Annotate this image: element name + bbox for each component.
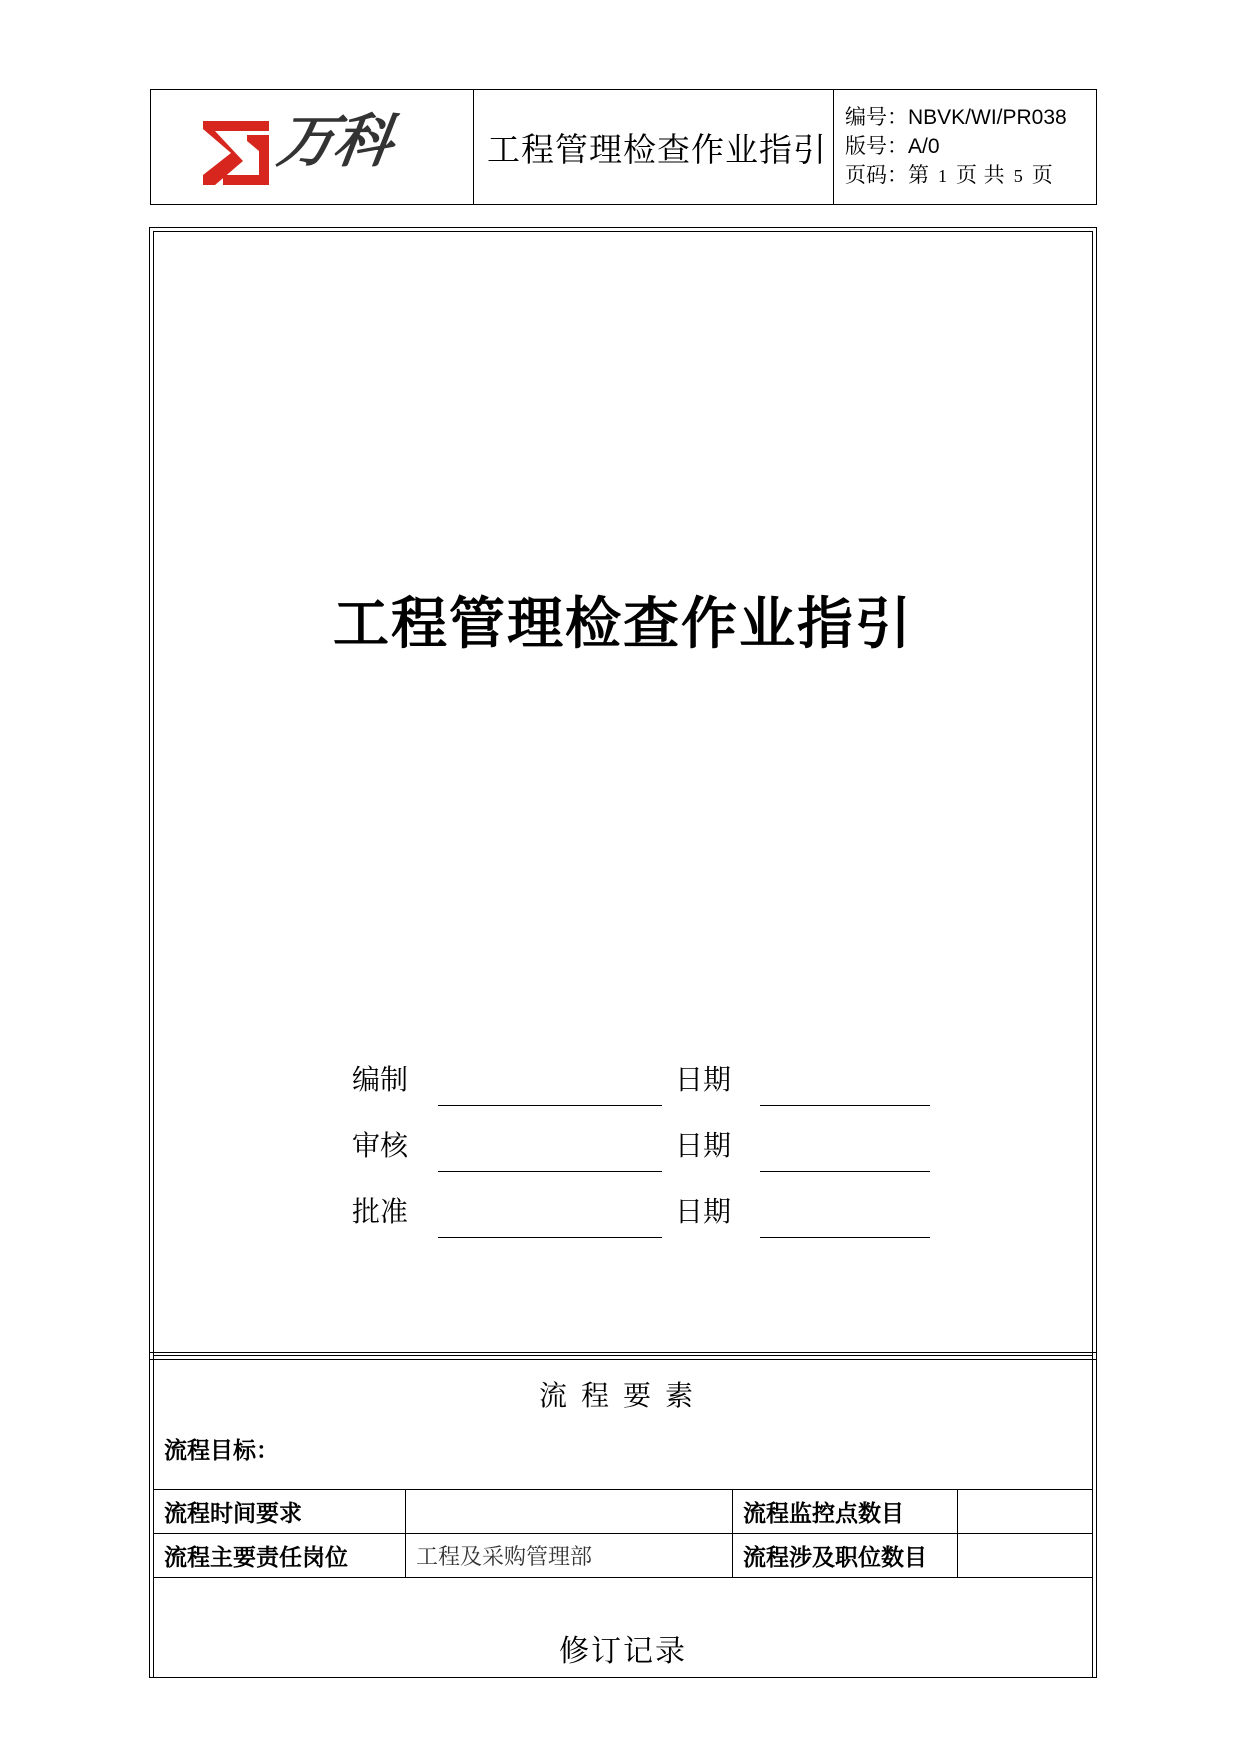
table-key: 流程主要责任岗位 — [154, 1534, 406, 1578]
reviewed-by-label: 审核 — [352, 1129, 409, 1162]
sign-row-review — [154, 1124, 1092, 1184]
date-label: 日期 — [675, 1063, 732, 1096]
document-header — [150, 89, 1097, 205]
page-counter: 页码：第 1 页 共 5 页 — [845, 163, 1053, 187]
process-goal-label: 流程目标： — [164, 1438, 279, 1464]
cover-inner-frame — [153, 231, 1093, 1356]
date-label: 日期 — [675, 1195, 732, 1228]
reviewed-by-field[interactable] — [438, 1171, 662, 1172]
doc-version: 版号：A/0 — [845, 134, 940, 158]
revision-record-title: 修订记录 — [559, 1634, 687, 1669]
header-meta — [834, 90, 1096, 204]
table-key: 流程涉及职位数目 — [733, 1534, 958, 1578]
main-title: 工程管理检查作业指引 — [333, 592, 913, 657]
process-elements-title: 流程要素 — [538, 1379, 707, 1412]
prepared-by-field[interactable] — [438, 1105, 662, 1106]
cover-frame — [149, 227, 1097, 1360]
process-elements-inner — [153, 1356, 1093, 1677]
table-value: 工程及采购管理部 — [406, 1534, 733, 1578]
sign-row-approve — [154, 1190, 1092, 1250]
table-row — [154, 1534, 1093, 1578]
doc-number: 编号：NBVK/WI/PR038 — [845, 105, 1067, 129]
table-row — [154, 1490, 1093, 1534]
table-value — [958, 1490, 1093, 1534]
table-key: 流程监控点数目 — [733, 1490, 958, 1534]
reviewed-date-field[interactable] — [760, 1171, 930, 1172]
prepared-date-field[interactable] — [760, 1105, 930, 1106]
table-value — [958, 1534, 1093, 1578]
sign-row-prepare — [154, 1058, 1092, 1118]
header-doc-title: 工程管理检查作业指引 — [474, 90, 834, 204]
logo-wordmark: 万科 — [273, 107, 395, 175]
date-label: 日期 — [675, 1129, 732, 1162]
table-value — [406, 1490, 733, 1534]
logo-cell — [151, 90, 474, 204]
process-elements-table — [153, 1489, 1093, 1578]
vanke-logo-icon — [203, 121, 269, 185]
approved-by-field[interactable] — [438, 1237, 662, 1238]
prepared-by-label: 编制 — [352, 1063, 409, 1096]
process-elements-frame — [149, 1352, 1097, 1678]
approved-by-label: 批准 — [352, 1195, 409, 1228]
table-key: 流程时间要求 — [154, 1490, 406, 1534]
approved-date-field[interactable] — [760, 1237, 930, 1238]
